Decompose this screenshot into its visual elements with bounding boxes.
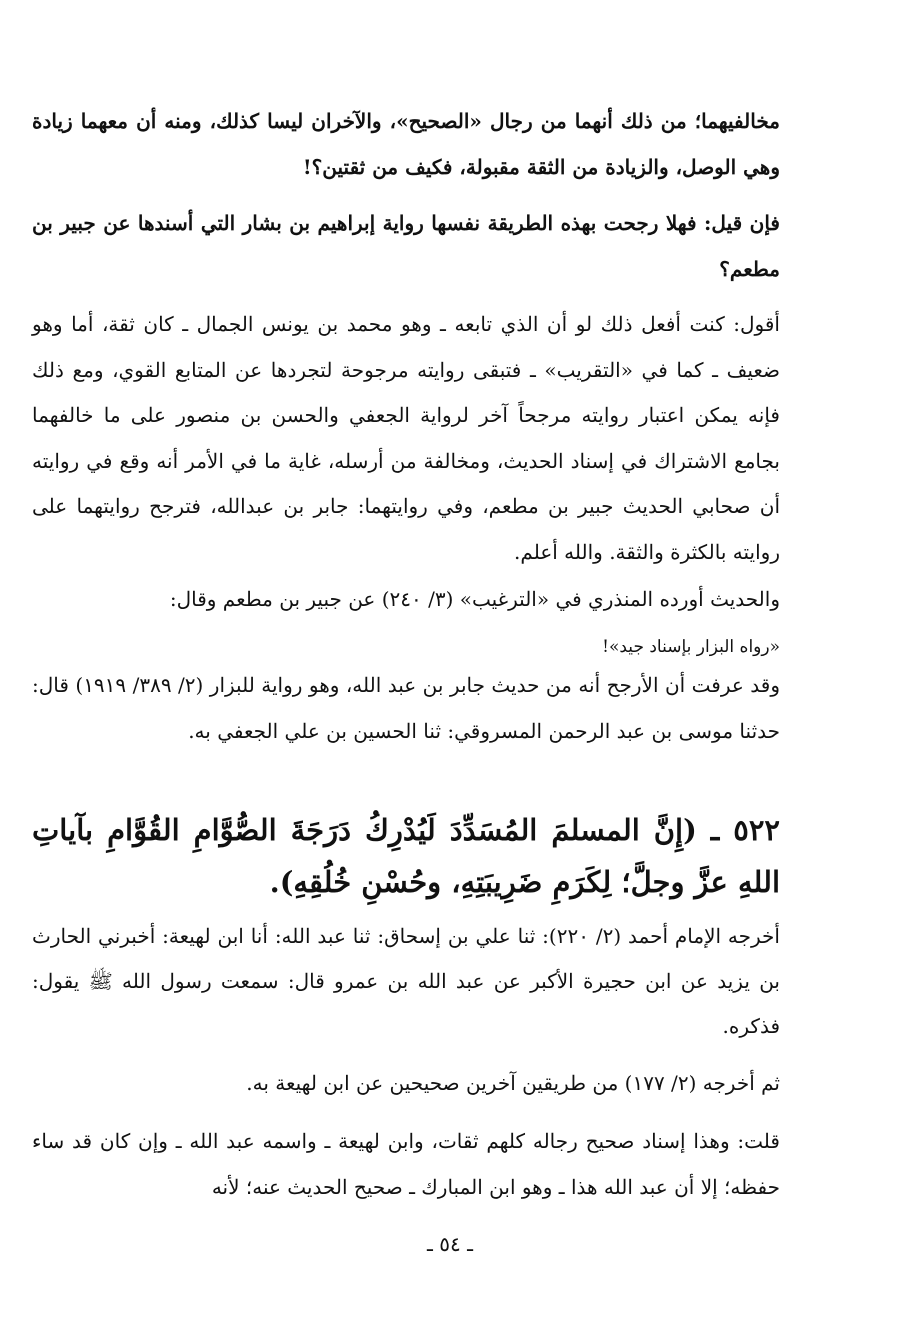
paragraph-text: أقول: كنت أفعل ذلك لو أن الذي تابعه ـ وهو محمد بن يونس الجمال ـ كان ثقة، أما وهو ضعيف ـ كما في «التقريب» ـ فتبقى روايته مرجوحة لتجردها عن المتابع القوي، ومع ذلك فإنه يمكن اعتبار روايته مرجحاً آخر لرواية الجعفي والحسن بن منصور على ما خالفهما بجامع الاشتراك في إسناد الحديث، ومخالفة من أرسله، غاية ما في الأمر أنه وقع في روايته أن صحابي الحديث جبير بن مطعم، وفي روايتهما: جابر بن عبدالله، فترجح روايتهما على روايته بالكثرة والثقة. والله أعلم. xyxy=(32,312,780,564)
hadith-text: ٥٢٢ ـ (إِنَّ المسلمَ المُسَدِّدَ لَيُدْرِكُ دَرَجَةَ الصُّوَّامِ القُوَّامِ بآياتِ اللهِ عزَّ وجلَّ؛ لِكَرَمِ ضَرِيبَتِهِ، وحُسْنِ خُلُقِهِ). xyxy=(32,813,780,899)
hadith-heading xyxy=(32,804,780,908)
paragraph-verdict xyxy=(32,1118,780,1210)
paragraph-text: ثم أخرجه (٢/ ١٧٧) من طريقين آخرين صحيحين عن ابن لهيعة به. xyxy=(246,1071,780,1095)
paragraph-takhrij xyxy=(32,914,780,1049)
paragraph-text: فإن قيل: فهلا رجحت بهذه الطريقة نفسها رواية إبراهيم بن بشار التي أسندها عن جبير بن مطعم؟ xyxy=(32,211,780,281)
paragraph-second-route xyxy=(32,1060,780,1106)
paragraph-text: والحديث أورده المنذري في «الترغيب» (٣/ ٢٤٠) عن جبير بن مطعم وقال: xyxy=(169,587,780,611)
quote-text: «رواه البزار بإسناد جيد»! xyxy=(602,637,780,657)
paragraph-jabir xyxy=(32,662,780,754)
paragraph-text: وقد عرفت أن الأرجح أنه من حديث جابر بن عبد الله، وهو رواية للبزار (٢/ ٣٨٩/ ١٩١٩) قال: حدثنا موسى بن عبد الرحمن المسروقي: ثنا الحسين بن علي الجعفي به. xyxy=(32,673,780,743)
paragraph-text: أخرجه الإمام أحمد (٢/ ٢٢٠): ثنا علي بن إسحاق: ثنا عبد الله: أنا ابن لهيعة: أخبرني الحارث بن يزيد عن ابن حجيرة الأكبر عن عبد الله بن عمرو قال: سمعت رسول الله ﷺ يقول: فذكره. xyxy=(32,924,780,1038)
paragraph-mundhiri xyxy=(32,576,780,622)
paragraph-text: قلت: وهذا إسناد صحيح رجاله كلهم ثقات، وابن لهيعة ـ واسمه عبد الله ـ وإن كان قد ساء حفظه؛ إلا أن عبد الله هذا ـ وهو ابن المبارك ـ صحيح الحديث عنه؛ لأنه xyxy=(32,1129,780,1199)
paragraph-objection xyxy=(32,200,780,292)
paragraph-response xyxy=(32,302,780,576)
page-number: ـ ٥٤ ـ xyxy=(427,1232,473,1256)
paragraph-continuation xyxy=(32,98,780,190)
paragraph-text: مخالفيهما؛ من ذلك أنهما من رجال «الصحيح»، والآخران ليسا كذلك، ومنه أن معهما زيادة وهي الوصل، والزيادة من الثقة مقبولة، فكيف من ثقتين؟! xyxy=(32,109,780,179)
